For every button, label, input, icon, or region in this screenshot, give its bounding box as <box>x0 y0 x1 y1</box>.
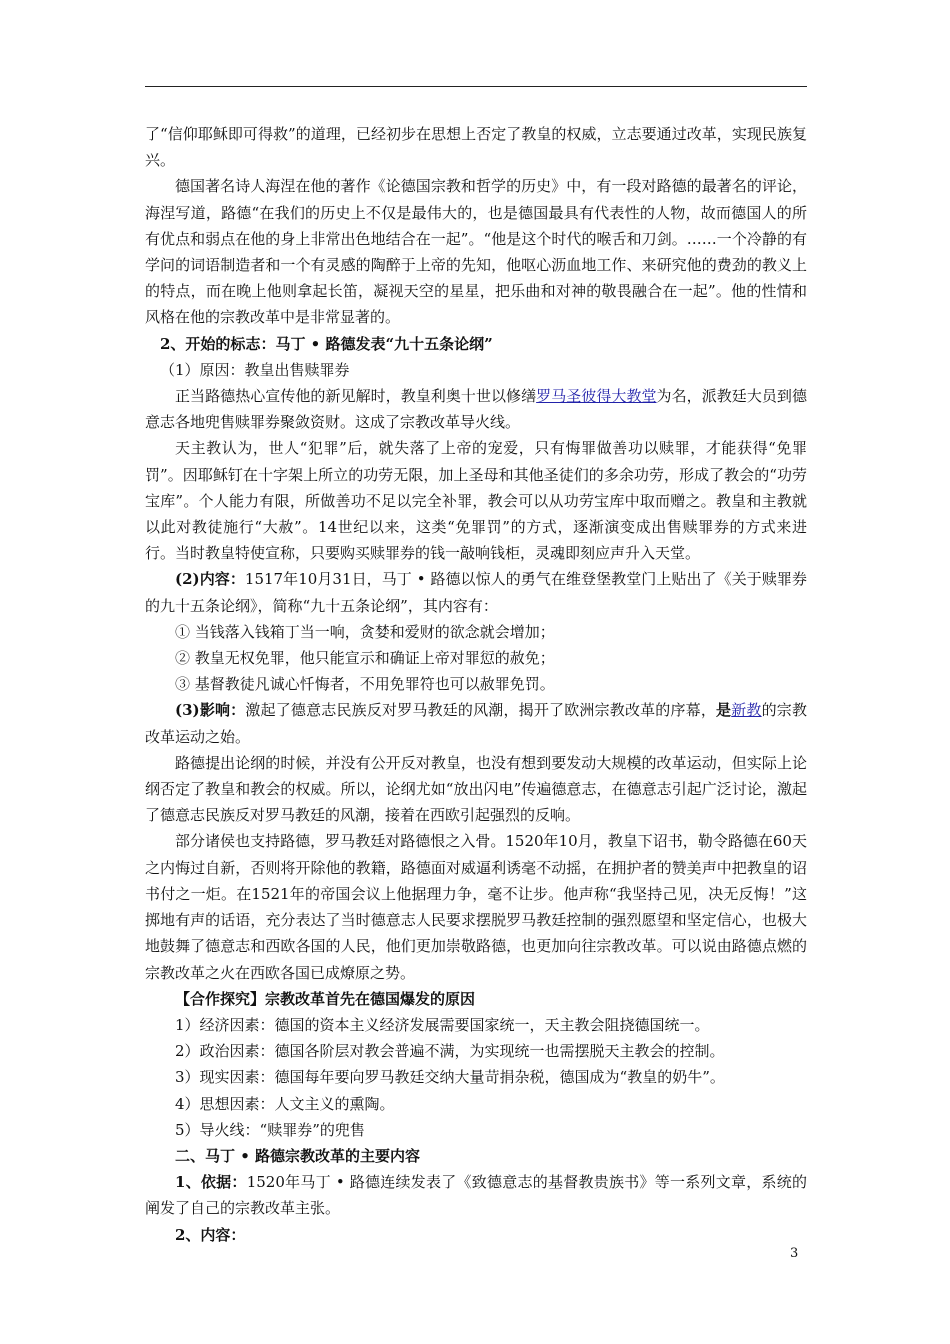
paragraph-leo-x: 正当路德热心宣传他的新见解时，教皇利奥十世以修缮罗马圣彼得大教堂为名，派教廷大员到德意志各地兜售赎罪券聚敛资财。这成了宗教改革导火线。 <box>145 387 807 432</box>
reason-intellectual: 4）思想因素：人文主义的熏陶。 <box>175 1094 395 1113</box>
page-number: 3 <box>790 1246 799 1261</box>
thesis-item-1: ① 当钱落入钱箱丁当一响，贪婪和爱财的欲念就会增加； <box>175 622 555 641</box>
heading-95-theses: 2、开始的标志：马丁 • 路德发表“九十五条论纲” <box>160 334 493 353</box>
paragraph-faith: 了“信仰耶稣即可得救”的道理，已经初步在思想上否定了教皇的权威，立志要通过改革，实现民族复兴。 <box>145 125 807 170</box>
document-body <box>145 121 807 1248</box>
reason-political: 2）政治因素：德国各阶层对教会普遍不满，为实现统一也需摆脱天主教会的控制。 <box>175 1042 725 1061</box>
label-content: (2)内容： <box>175 570 245 589</box>
label-basis: 1、依据： <box>175 1173 247 1192</box>
label-impact: (3)影响： <box>175 701 246 720</box>
link-st-peters-basilica[interactable]: 罗马圣彼得大教堂 <box>536 387 657 406</box>
link-protestantism[interactable]: 新教 <box>731 701 762 720</box>
reason-practical: 3）现实因素：德国每年要向罗马教廷交纳大量苛捐杂税，德国成为“教皇的奶牛”。 <box>175 1068 725 1087</box>
paragraph-papal-bull: 部分诸侯也支持路德，罗马教廷对路德恨之入骨。1520年10月，教皇下诏书，勒令路德在60天之内悔过自新，否则将开除他的教籍，路德面对威逼利诱毫不动摇，在拥护者的赞美声中把教皇的诏书付之一炬。在1521年的帝国会议上他据理力争，毫不让步。他声称“我坚持己见，决无反悔！”这掷地有声的话语，充分表达了当时德意志人民要求摆脱罗马教廷控制的强烈愿望和坚定信心，也极大地鼓舞了德意志和西欧各国的人民，他们更加崇敬路德，也更加向往宗教改革。可以说由路德点燃的宗教改革之火在西欧各国已成燎原之势。 <box>145 832 807 982</box>
paragraph-catholic-doctrine: 天主教认为，世人“犯罪”后，就失落了上帝的宠爱，只有悔罪做善功以赎罪，才能获得“免罪罚”。因耶稣钉在十字架上所立的功劳无限，加上圣母和其他圣徒们的多余功劳，形成了教会的“功劳宝库”。个人能力有限，所做善功不足以完全补罪，教会可以从功劳宝库中取而赠之。教皇和主教就以此对教徒施行“大赦”。14世纪以来，这类“免罪罚”的方式，逐渐演变成出售赎罪券的方式来进行。当时教皇特使宣称，只要购买赎罪券的钱一敲响钱柜，灵魂即刻应声升入天堂。 <box>145 439 807 563</box>
paragraph-content: (2)内容：1517年10月31日，马丁 • 路德以惊人的勇气在维登堡教堂门上贴出了《关于赎罪券的九十五条论纲》，简称“九十五条论纲”，其内容有： <box>145 570 807 615</box>
paragraph-basis: 1、依据：1520年马丁 • 路德连续发表了《致德意志的基督教贵族书》等一系列文章，系统的阐发了自己的宗教改革主张。 <box>145 1173 807 1218</box>
subheading-cause: （1）原因：教皇出售赎罪券 <box>160 360 350 379</box>
reason-economic: 1）经济因素：德国的资本主义经济发展需要国家统一，天主教会阻挠德国统一。 <box>175 1015 710 1034</box>
paragraph-theses-spread: 路德提出论纲的时候，并没有公开反对教皇，也没有想到要发动大规模的改革运动，但实际上论纲否定了教皇和教会的权威。所以，论纲尤如“放出闪电”传遍德意志，在德意志引起广泛讨论，激起了德意志民族反对罗马教廷的风潮，接着在西欧引起强烈的反响。 <box>145 753 807 825</box>
reason-trigger: 5）导火线：“赎罪券”的兜售 <box>175 1120 365 1139</box>
heading-cooperative-inquiry: 【合作探究】宗教改革首先在德国爆发的原因 <box>175 989 476 1008</box>
heading-content: 2、内容： <box>175 1225 246 1244</box>
paragraph-impact: (3)影响：激起了德意志民族反对罗马教廷的风潮，揭开了欧洲宗教改革的序幕，是新教的宗教改革运动之始。 <box>145 701 807 746</box>
thesis-item-2: ② 教皇无权免罪，他只能宣示和确证上帝对罪愆的赦免； <box>175 649 555 668</box>
paragraph-heine: 德国著名诗人海涅在他的著作《论德国宗教和哲学的历史》中，有一段对路德的最著名的评论，海涅写道，路德“在我们的历史上不仅是最伟大的，也是德国最具有代表性的人物，故而德国人的所有优点和弱点在他的身上非常出色地结合在一起”。“他是这个时代的喉舌和刀剑。……一个冷静的有学问的词语制造者和一个有灵感的陶醉于上帝的先知，他呕心沥血地工作、来研究他的费劲的教义上的特点，而在晚上他则拿起长笛，凝视天空的星星，把乐曲和对神的敬畏融合在一起”。他的性情和风格在他的宗教改革中是非常显著的。 <box>145 177 807 327</box>
heading-main-content: 二、马丁 • 路德宗教改革的主要内容 <box>175 1146 421 1165</box>
thesis-item-3: ③ 基督教徒凡诚心忏悔者，不用免罪符也可以赦罪免罚。 <box>175 675 555 694</box>
header-rule <box>145 86 807 87</box>
